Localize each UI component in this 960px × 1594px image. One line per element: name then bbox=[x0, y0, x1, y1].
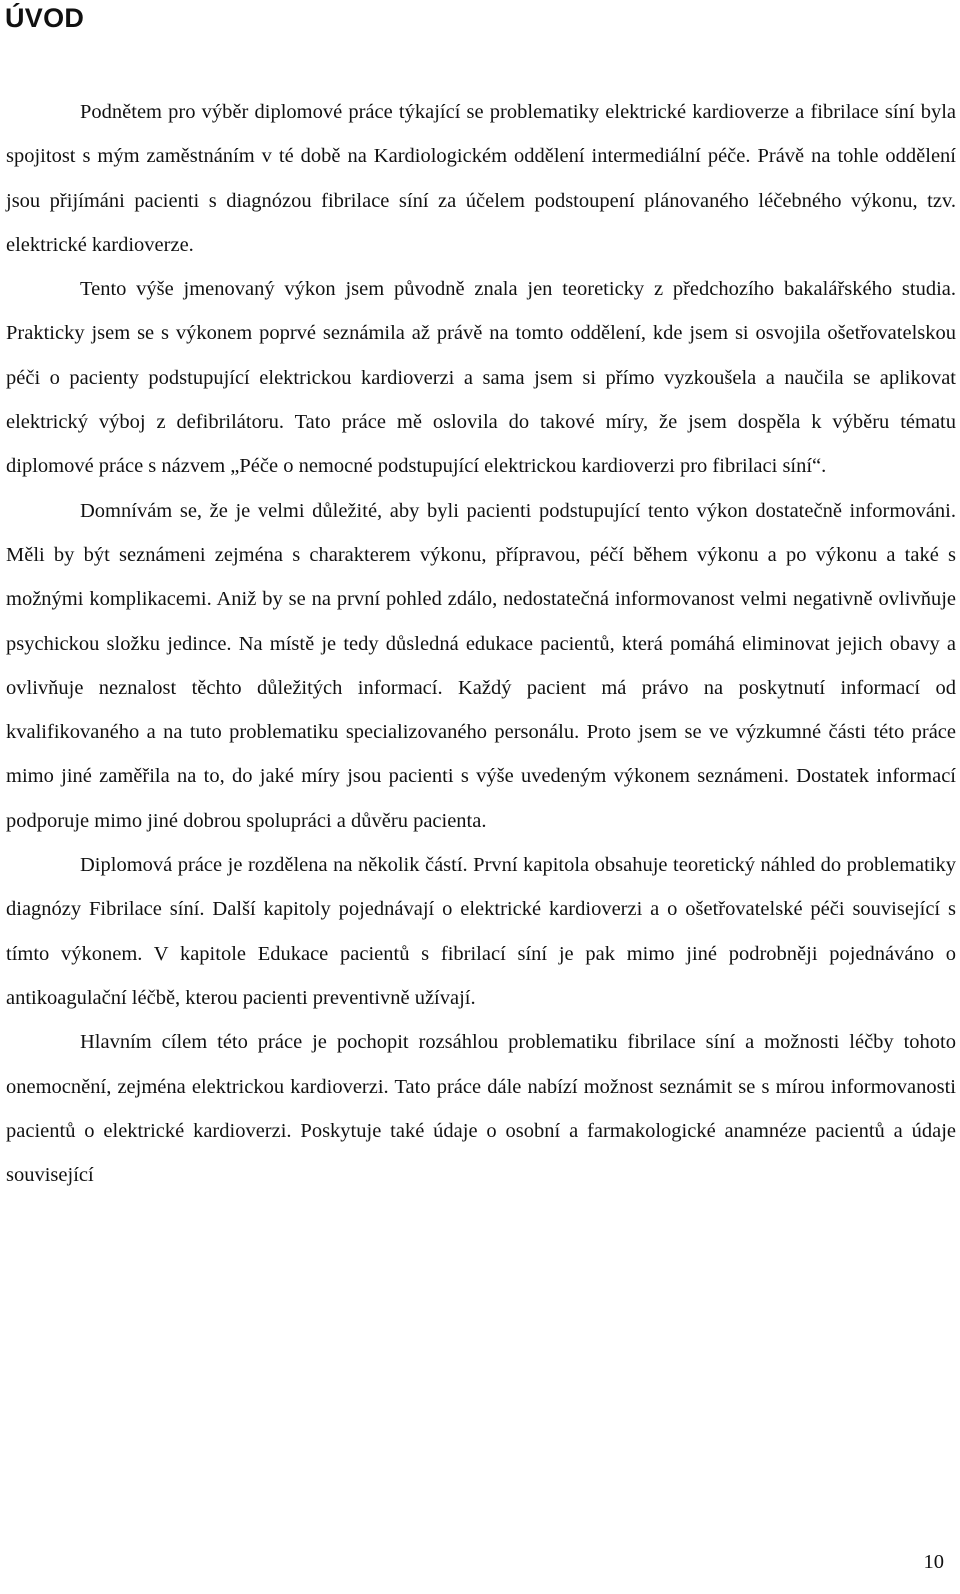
paragraph-structure: Diplomová práce je rozdělena na několik částí. První kapitola obsahuje teoretický náhled do problematiky diagnózy Fibrilace síní. Další kapitoly pojednávají o elektrické kardioverzi a o ošetřovatelské péči související s tímto výkonem. V kapitole Edukace pacientů s fibrilací síní je pak mimo jiné podrobněji pojednáváno o antikoagulační léčbě, kterou pacienti preventivně užívají. bbox=[6, 854, 956, 1009]
paragraph-experience: Tento výše jmenovaný výkon jsem původně znala jen teoreticky z předchozího bakalářského studia. Prakticky jsem se s výkonem poprvé seznámila až právě na tomto oddělení, kde jsem si osvojila ošetřovatelskou péči o pacienty podstupující elektrickou kardioverzi a sama jsem si přímo vyzkoušela a naučila se aplikovat elektrický výboj z defibrilátoru. Tato práce mě oslovila do takové míry, že jsem dospěla k výběru tématu diplomové práce s názvem „Péče o nemocné podstupující elektrickou kardioverzi pro fibrilaci síní“. bbox=[6, 278, 956, 478]
paragraph-motivation: Podnětem pro výběr diplomové práce týkající se problematiky elektrické kardioverze a fibrilace síní byla spojitost s mým zaměstnáním v té době na Kardiologickém oddělení intermediální péče. Právě na tohle oddělení jsou přijímáni pacienti s diagnózou fibrilace síní za účelem podstoupení plánovaného léčebného výkonu, tzv. elektrické kardioverze. bbox=[6, 101, 956, 256]
paragraph-information: Domnívám se, že je velmi důležité, aby byli pacienti podstupující tento výkon dostatečně informováni. Měli by být seznámeni zejména s charakterem výkonu, přípravou, péčí během výkonu a po výkonu a také s možnými komplikacemi. Aniž by se na první pohled zdálo, nedostatečná informovanost velmi negativně ovlivňuje psychickou složku jedince. Na místě je tedy důsledná edukace pacientů, která pomáhá eliminovat jejich obavy a ovlivňuje neznalost těchto důležitých informací. Každý pacient má právo na poskytnutí informací od kvalifikovaného a na tuto problematiku specializovaného personálu. Proto jsem se ve výzkumné části této práce mimo jiné zaměřila na to, do jaké míry jsou pacienti s výše uvedeným výkonem seznámeni. Dostatek informací podporuje mimo jiné dobrou spolupráci a důvěru pacienta. bbox=[6, 499, 956, 832]
page-number: 10 bbox=[923, 1551, 944, 1573]
section-heading: ÚVOD bbox=[5, 3, 85, 33]
body-text bbox=[6, 90, 956, 1197]
paragraph-goals: Hlavním cílem této práce je pochopit rozsáhlou problematiku fibrilace síní a možnosti léčby tohoto onemocnění, zejména elektrickou kardioverzi. Tato práce dále nabízí možnost seznámit se s mírou informovanosti pacientů o elektrické kardioverzi. Poskytuje také údaje o osobní a farmakologické anamnéze pacientů a údaje související bbox=[6, 1031, 956, 1187]
